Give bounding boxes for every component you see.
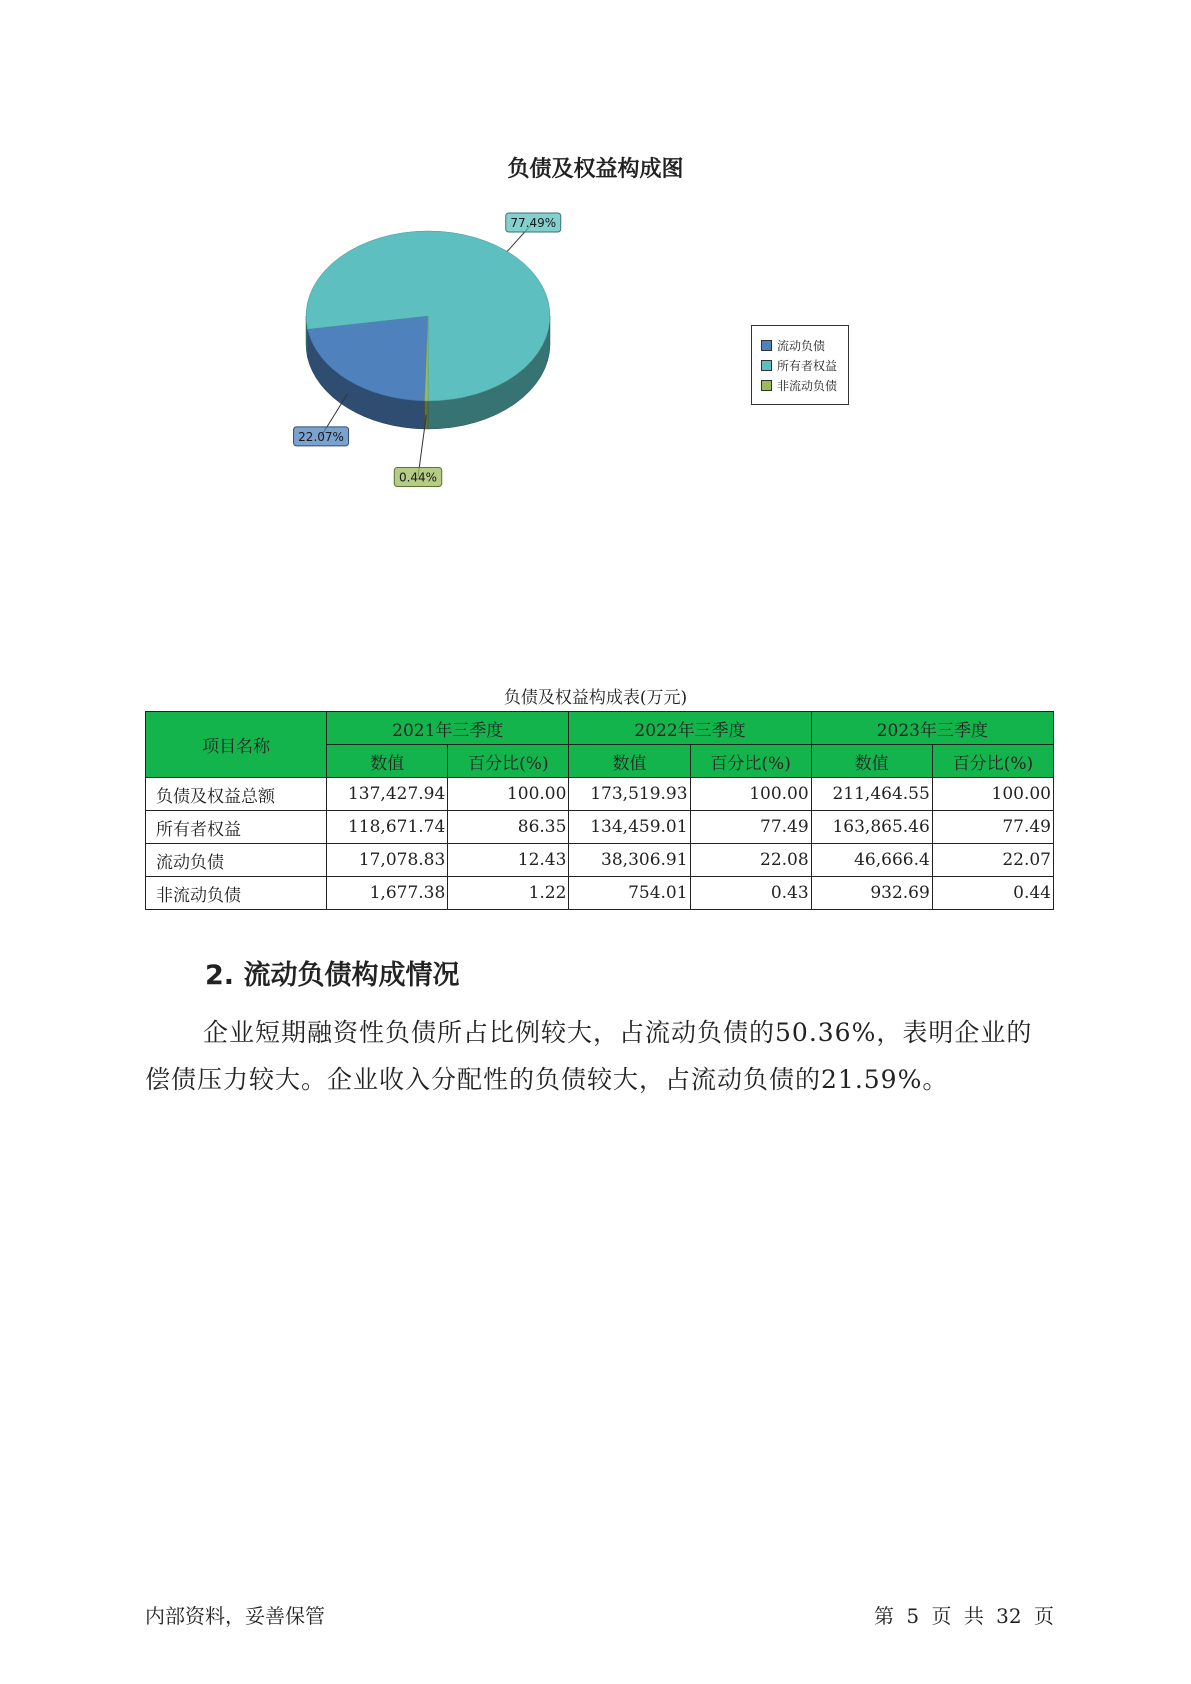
legend-label: 非流动负债 [777,378,838,393]
cell-value: 754.01 [569,877,690,910]
header-value: 数值 [569,745,690,778]
cell-value: 173,519.93 [569,778,690,811]
cell-percent: 0.44 [932,877,1053,910]
equity-table [145,711,1054,910]
header-item-name: 项目名称 [146,712,327,778]
legend-label: 所有者权益 [777,358,838,373]
cell-value: 932.69 [811,877,932,910]
table-row [146,778,1054,811]
header-percent: 百分比(%) [448,745,569,778]
table-caption: 负债及权益构成表(万元) [503,688,688,708]
header-percent: 百分比(%) [690,745,811,778]
chart-title: 负债及权益构成图 [507,157,684,182]
table-row [146,811,1054,844]
cell-value: 38,306.91 [569,844,690,877]
row-name: 负债及权益总额 [146,778,327,811]
cell-percent: 22.07 [932,844,1053,877]
cell-value: 1,677.38 [327,877,448,910]
cell-value: 163,865.46 [811,811,932,844]
header-period: 2021年三季度 [327,712,569,745]
body-paragraph: 企业短期融资性负债所占比例较大，占流动负债的50.36%，表明企业的偿债压力较大。企业收入分配性的负债较大，占流动负债的21.59%。 [145,1018,1033,1094]
cell-percent: 12.43 [448,844,569,877]
legend-label: 流动负债 [777,338,826,353]
legend-item-owners-equity [761,355,848,375]
chart-legend [751,325,849,405]
data-label: 77.49% [510,215,557,230]
cell-percent: 100.00 [448,778,569,811]
cell-value: 118,671.74 [327,811,448,844]
cell-percent: 1.22 [448,877,569,910]
cell-value: 46,666.4 [811,844,932,877]
legend-swatch [761,340,772,351]
footer-page-number: 第 5 页 共 32 页 [874,1604,1054,1628]
table-row [146,844,1054,877]
row-name: 所有者权益 [146,811,327,844]
header-value: 数值 [327,745,448,778]
data-label: 0.44% [398,470,438,485]
header-percent: 百分比(%) [932,745,1053,778]
cell-value: 134,459.01 [569,811,690,844]
cell-percent: 86.35 [448,811,569,844]
header-value: 数值 [811,745,932,778]
cell-percent: 77.49 [932,811,1053,844]
data-label: 22.07% [298,429,344,444]
cell-value: 17,078.83 [327,844,448,877]
row-name: 流动负债 [146,844,327,877]
legend-item-noncurrent-liabilities [761,375,848,395]
cell-percent: 100.00 [932,778,1053,811]
cell-value: 137,427.94 [327,778,448,811]
header-period: 2023年三季度 [811,712,1053,745]
pie-chart [0,0,1191,500]
table-row [146,877,1054,910]
cell-value: 211,464.55 [811,778,932,811]
row-name: 非流动负债 [146,877,327,910]
legend-swatch [761,360,772,371]
legend-swatch [761,380,772,391]
legend-item-current-liabilities [761,335,848,355]
cell-percent: 0.43 [690,877,811,910]
header-period: 2022年三季度 [569,712,811,745]
cell-percent: 77.49 [690,811,811,844]
cell-percent: 22.08 [690,844,811,877]
section-heading: 2. 流动负债构成情况 [205,960,460,991]
footer-confidential-note: 内部资料，妥善保管 [145,1604,325,1628]
cell-percent: 100.00 [690,778,811,811]
